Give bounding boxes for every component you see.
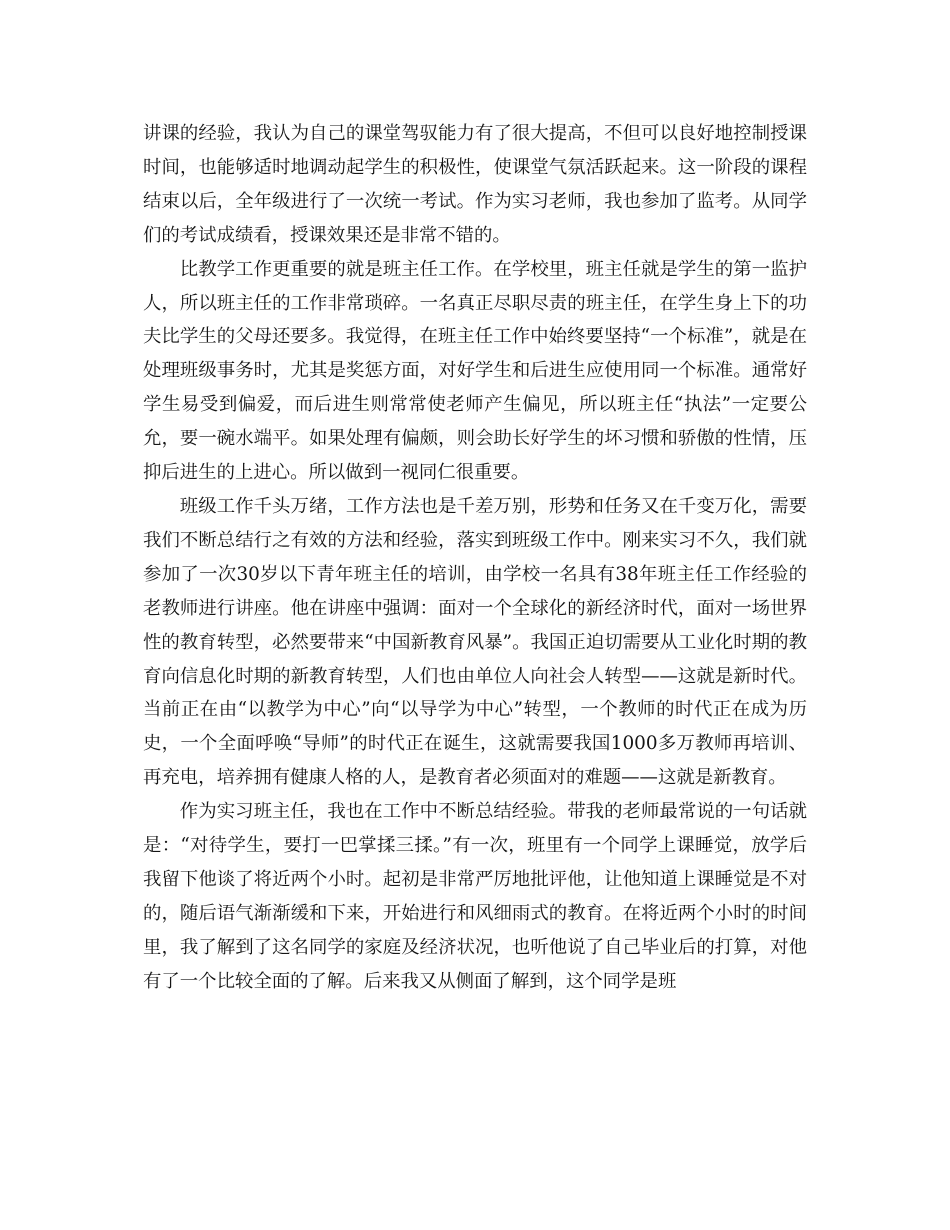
body-text bbox=[143, 117, 807, 999]
paragraph-4: 作为实习班主任，我也在工作中不断总结经验。带我的老师最常说的一句话就是：“对待学生，要打一巴掌揉三揉。”有一次，班里有一个同学上课睡觉，放学后我留下他谈了将近两个小时。起初是非常严厉地批评他，让他知道上课睡觉是不对的，随后语气渐渐缓和下来，开始进行和风细雨式的教育。在将近两个小时的时间里，我了解到了这名同学的家庭及经济状况，也听他说了自己毕业后的打算，对他有了一个比较全面的了解。后来我又从侧面了解到，这个同学是班 bbox=[143, 801, 807, 992]
paragraph-3: 班级工作千头万绪，工作方法也是千差万别，形势和任务又在千变万化，需要我们不断总结行之有效的方法和经验，落实到班级工作中。刚来实习不久，我们就参加了一次30岁以下青年班主任的培训，由学校一名具有38年班主任工作经验的老教师进行讲座。他在讲座中强调：面对一个全球化的新经济时代，面对一场世界性的教育转型，必然要带来“中国新教育风暴”。我国正迫切需要从工业化时期的教育向信息化时期的新教育转型，人们也由单位人向社会人转型——这就是新时代。当前正在由“以教学为中心”向“以导学为中心”转型，一个教师的时代正在成为历史，一个全面呼唤“导师”的时代正在诞生，这就需要我国1000多万教师再培训、再充电，培养拥有健康人格的人，是教育者必须面对的难题——这就是新教育。 bbox=[143, 495, 807, 789]
paragraph-2: 比教学工作更重要的就是班主任工作。在学校里，班主任就是学生的第一监护人，所以班主任的工作非常琐碎。一名真正尽职尽责的班主任，在学生身上下的功夫比学生的父母还要多。我觉得，在班主任工作中始终要坚持“一个标准”，就是在处理班级事务时，尤其是奖惩方面，对好学生和后进生应使用同一个标准。通常好学生易受到偏爱，而后进生则常常使老师产生偏见，所以班主任“执法”一定要公允，要一碗水端平。如果处理有偏颇，则会助长好学生的坏习惯和骄傲的性情，压抑后进生的上进心。所以做到一视同仁很重要。 bbox=[143, 258, 807, 484]
paragraph-1: 讲课的经验，我认为自己的课堂驾驭能力有了很大提高，不但可以良好地控制授课时间，也能够适时地调动起学生的积极性，使课堂气氛活跃起来。这一阶段的课程结束以后，全年级进行了一次统一考试。作为实习老师，我也参加了监考。从同学们的考试成绩看，授课效果还是非常不错的。 bbox=[143, 123, 807, 246]
